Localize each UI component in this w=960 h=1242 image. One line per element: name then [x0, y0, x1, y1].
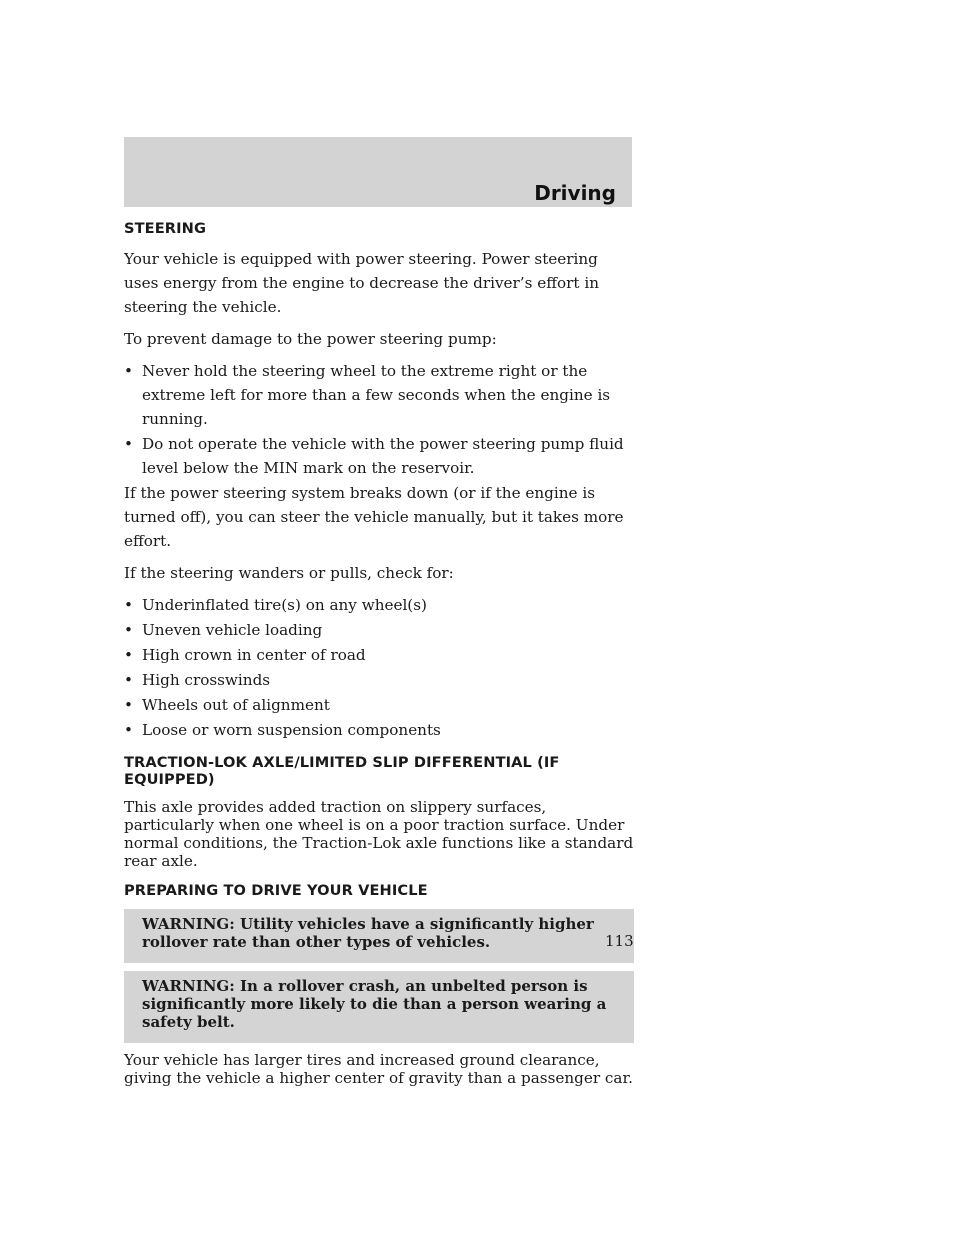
- list-item-text: Underinflated tire(s) on any wheel(s): [142, 596, 427, 614]
- page-content: [124, 220, 634, 1099]
- pump-precautions-list: [124, 359, 634, 480]
- list-item: [124, 668, 634, 692]
- rollover-rate-warning: WARNING: Utility vehicles have a significantly higher rollover rate than other types of vehicles.: [124, 909, 634, 963]
- list-item: [124, 432, 634, 480]
- steering-check-list: [124, 593, 634, 742]
- list-item: [124, 718, 634, 742]
- traction-heading: TRACTION-LOK AXLE/LIMITED SLIP DIFFERENTIAL (IF EQUIPPED): [124, 754, 560, 788]
- bullet-icon: •: [124, 362, 133, 380]
- bullet-icon: •: [124, 621, 133, 639]
- section-title: Driving: [534, 181, 616, 205]
- list-item: [124, 643, 634, 667]
- preparing-heading: PREPARING TO DRIVE YOUR VEHICLE: [124, 882, 428, 899]
- section-header-band: [124, 137, 632, 207]
- steering-paragraph-2: To prevent damage to the power steering pump:: [124, 330, 497, 348]
- steering-heading: STEERING: [124, 220, 207, 237]
- traction-paragraph: This axle provides added traction on slippery surfaces, particularly when one wheel is on a poor traction surface. Under normal conditions, the Traction-Lok axle functions like a standard rear axle.: [124, 798, 634, 870]
- list-item-text: Do not operate the vehicle with the power steering pump fluid level below the MIN mark on the reservoir.: [142, 435, 624, 477]
- list-item: [124, 618, 634, 642]
- list-item: [124, 693, 634, 717]
- bullet-icon: •: [124, 721, 133, 739]
- steering-paragraph-3: If the power steering system breaks down (or if the engine is turned off), you can steer the vehicle manually, but it takes more effort.: [124, 484, 624, 550]
- list-item-text: Uneven vehicle loading: [142, 621, 323, 639]
- bullet-icon: •: [124, 435, 133, 453]
- list-item-text: Loose or worn suspension components: [142, 721, 441, 739]
- list-item-text: Wheels out of alignment: [142, 696, 330, 714]
- list-item-text: High crown in center of road: [142, 646, 366, 664]
- steering-paragraph-1: Your vehicle is equipped with power steering. Power steering uses energy from the engine to decrease the driver’s effort in steering the vehicle.: [124, 250, 600, 316]
- list-item-text: High crosswinds: [142, 671, 271, 689]
- list-item-text: Never hold the steering wheel to the extreme right or the extreme left for more than a few seconds when the engine is running.: [142, 362, 611, 428]
- bullet-icon: •: [124, 696, 133, 714]
- bullet-icon: •: [124, 646, 133, 664]
- steering-paragraph-4: If the steering wanders or pulls, check for:: [124, 564, 454, 582]
- list-item: [124, 359, 634, 431]
- page-number: 113: [605, 932, 634, 950]
- bullet-icon: •: [124, 671, 133, 689]
- preparing-paragraph: Your vehicle has larger tires and increased ground clearance, giving the vehicle a higher center of gravity than a passenger car.: [124, 1051, 633, 1087]
- unbelted-warning: WARNING: In a rollover crash, an unbelted person is significantly more likely to die than a person wearing a safety belt.: [124, 971, 634, 1043]
- list-item: [124, 593, 634, 617]
- bullet-icon: •: [124, 596, 133, 614]
